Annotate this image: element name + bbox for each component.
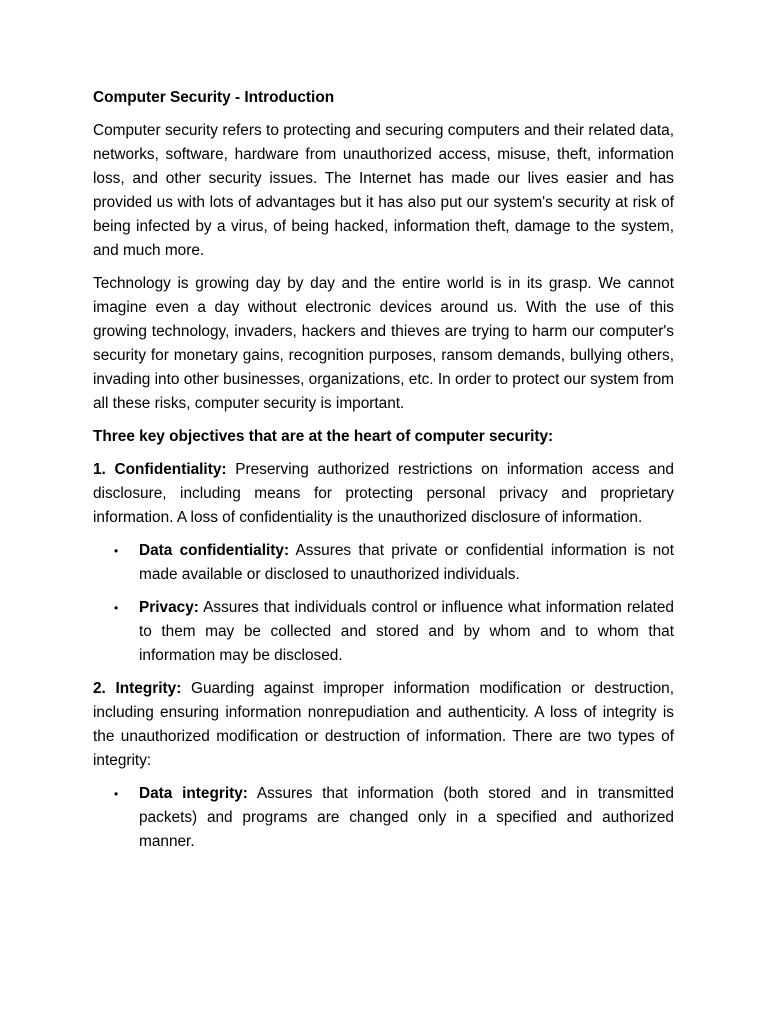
list-item: [93, 782, 674, 854]
bullet-text: Assures that private or confidential information is not made available or disclosed to unauthorized individuals.: [139, 542, 674, 583]
intro-paragraph-1: Computer security refers to protecting and securing computers and their related data, networks, software, hardware from unauthorized access, misuse, theft, information loss, and other security issues. The Internet has made our lives easier and has provided us with lots of advantages but it has also put our system's security at risk of being infected by a virus, of being hacked, information theft, damage to the system, and much more.: [93, 122, 674, 259]
objectives-heading: Three key objectives that are at the heart of computer security:: [93, 428, 554, 445]
integrity-bullet-list: [93, 782, 674, 854]
bullet-label: Data integrity:: [139, 785, 248, 802]
objective-label: 2. Integrity:: [93, 680, 182, 697]
objective-integrity: [93, 677, 674, 773]
bullet-icon: •: [114, 544, 119, 558]
objective-text: Preserving authorized restrictions on information access and disclosure, including means for protecting personal privacy and proprietary information. A loss of confidentiality is the unauthorized disclosure of information.: [93, 461, 674, 526]
intro-paragraph-2: Technology is growing day by day and the entire world is in its grasp. We cannot imagine even a day without electronic devices around us. With the use of this growing technology, invaders, hackers and thieves are trying to harm our computer's security for monetary gains, recognition purposes, ransom demands, bullying others, invading into other businesses, organizations, etc. In order to protect our system from all these risks, computer security is important.: [93, 275, 674, 412]
objective-confidentiality: [93, 458, 674, 530]
bullet-label: Privacy:: [139, 599, 199, 616]
document-page: [93, 86, 674, 863]
bullet-text: Assures that information (both stored and in transmitted packets) and programs are changed only in a specified and authorized manner.: [139, 785, 674, 850]
list-item: [93, 539, 674, 587]
list-item: [93, 596, 674, 668]
objective-label: 1. Confidentiality:: [93, 461, 227, 478]
bullet-icon: •: [114, 787, 119, 801]
page-title: Computer Security - Introduction: [93, 89, 335, 106]
confidentiality-bullet-list: [93, 539, 674, 668]
bullet-label: Data confidentiality:: [139, 542, 290, 559]
objective-text: Guarding against improper information modification or destruction, including ensuring information nonrepudiation and authenticity. A loss of integrity is the unauthorized modification or destruction of information. There are two types of integrity:: [93, 680, 675, 769]
bullet-text: Assures that individuals control or influence what information related to them may be collected and stored and by whom and to whom that information may be disclosed.: [139, 599, 674, 664]
bullet-icon: •: [114, 601, 119, 615]
